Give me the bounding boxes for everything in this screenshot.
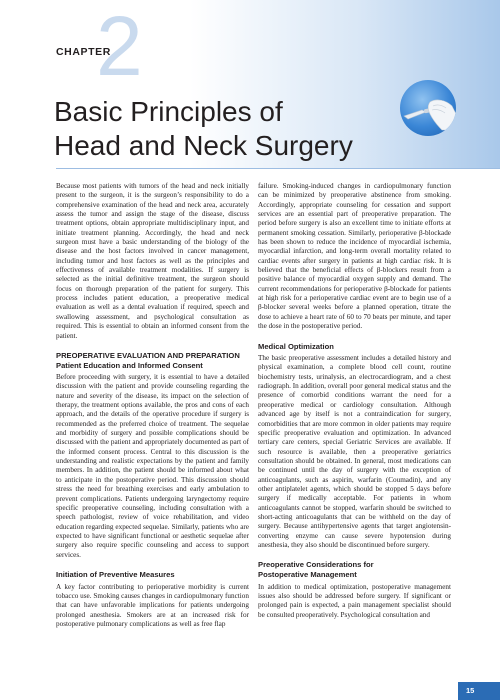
smoking-continued-paragraph: failure. Smoking-induced changes in cardiopulmonary function can be minimized by preoperative abstinence from smoking. Accordingly, appropriate counseling for cessation and support services are an essential part of preoperative preparation. The period before surgery is also an excellent time to initiate efforts at permanent smoking cessation. Similarly, perioperative β-blockade has been shown to reduce the incidence of myocardial ischemia, myocardial infarction, and long-term overall mortality related to cardiac events after surgery in patients at high cardiac risk. It is believed that the beneficial effects of β-blockers result from a positive balance of myocardial oxygen supply and demand. The current recommendations for perioperative β-blockade for patients at high risk for a perioperative cardiac event are to begin use of a β-blocker several weeks before a planned operation, titrate the dose to achieve a heart rate of 60 to 70 beats per minute, and taper the dose in the postoperative period. bbox=[258, 182, 451, 331]
subheading-medical-optimization: Medical Optimization bbox=[258, 341, 334, 351]
subheading-postoperative-management bbox=[258, 560, 451, 579]
consent-paragraph: Before proceeding with surgery, it is essential to have a detailed discussion with the patient and provide counseling regarding the nature and severity of the disease, its impact on the selection of therapy, the treatment options available, the pros and cons of each approach, and the details of the operative procedure if surgery is recommended as the preferred choice of treatment. The sequelae and morbidity of surgery and possible complications should be discussed with the patient and appropriately documented as part of the informed consent process. Central to this discussion is the understanding and realistic expectations by the patient and family members. In addition, the patient should be informed about what to anticipate in the postoperative period. This discussion should stress the need for breathing exercises and early ambulation to prevent complications. Patients undergoing laryngectomy require specific preoperative counseling, including consultation with a speech pathologist, review of voice rehabilitation, and video education regarding expected sequelae. Similarly, patients who are expected to have significant functional or aesthetic sequelae after surgery also require specific counseling and access to support services. bbox=[56, 373, 249, 559]
subheading-postop-line2: Postoperative Management bbox=[258, 569, 357, 579]
header-divider bbox=[56, 168, 500, 169]
left-column bbox=[56, 182, 249, 634]
chapter-title-line1: Basic Principles of bbox=[54, 96, 283, 127]
page-number: 15 bbox=[458, 682, 500, 700]
intro-paragraph: Because most patients with tumors of the head and neck initially present to the surgeon, it is the surgeon’s responsibility to do a comprehensive examination of the head and neck area, accurately assess the tumor and assign the stage of the disease, discuss treatment options, obtain appropriate multidisciplinary input, and initiate treatment planning. Accordingly, the head and neck surgeon must have a basic understanding of the biology of the disease and the host factors involved in cancer management, including tumor and host factors as well as the principles and effectiveness of available treatment modalities. If surgery is selected as the initial definitive treatment, the surgeon should focus on thorough preparation of the patient for surgery. This process includes patient education, a preoperative medical evaluation as well as a dental evaluation if required, speech and swallowing assessment, and psychological consultation as required. This is essential to obtain an informed consent from the patient. bbox=[56, 182, 249, 340]
subheading-preventive-measures: Initiation of Preventive Measures bbox=[56, 569, 175, 579]
chapter-title-line2: Head and Neck Surgery bbox=[54, 130, 353, 161]
subheading-patient-education: Patient Education and Informed Consent bbox=[56, 361, 203, 371]
gloved-hand-scalpel-icon bbox=[400, 80, 456, 136]
subheading-postop-line1: Preoperative Considerations for bbox=[258, 560, 374, 570]
medical-paragraph: The basic preoperative assessment includes a detailed history and physical examination, a complete blood cell count, routine biochemistry tests, urinalysis, an electrocardiogram, and a chest radiograph. In addition, overall poor general medical status and the presence of comorbid conditions warrant the need for a preoperative medical or cardiology consultation. Although advanced age by itself is not a contraindication for surgery, comorbidities that are more common in older patients may require specific preoperative evaluation and optimization. In advanced tertiary care centers, special Geriatric Services are available. If such resource is available, then a preoperative geriatrics consultation should be obtained. In general, most medications can be continued until the day of surgery with the exception of anticoagulants, such as aspirin, warfarin (Coumadin), and any other antiplatelet agents, which should be stopped 5 days before surgery if medically acceptable. For patients in whom anticoagulants cannot be stopped, warfarin should be switched to short-acting anticoagulants that can be withheld on the day of surgery. Because antihypertensive agents that target angiotensin-converting enzyme can cause severe hypotension during anesthesia, they also should be discontinued before surgery. bbox=[258, 354, 451, 549]
chapter-number: 2 bbox=[96, 0, 143, 93]
postop-paragraph: In addition to medical optimization, postoperative management issues also should be addressed before surgery. If significant or prolonged pain is expected, a pain management specialist should be consulted preoperatively. Psychological consultation and bbox=[258, 582, 451, 619]
chapter-label: CHAPTER bbox=[56, 46, 111, 58]
preventive-paragraph: A key factor contributing to perioperative morbidity is current tobacco use. Smoking causes changes in cardiopulmonary function that can have unfavorable implications for patients undergoing prolonged anesthesia. Smokers are at an increased risk for postoperative pulmonary complications as well as free flap bbox=[56, 582, 249, 628]
chapter-title bbox=[54, 95, 353, 163]
right-column bbox=[258, 182, 451, 625]
section-heading-preoperative: PREOPERATIVE EVALUATION AND PREPARATION bbox=[56, 350, 240, 360]
